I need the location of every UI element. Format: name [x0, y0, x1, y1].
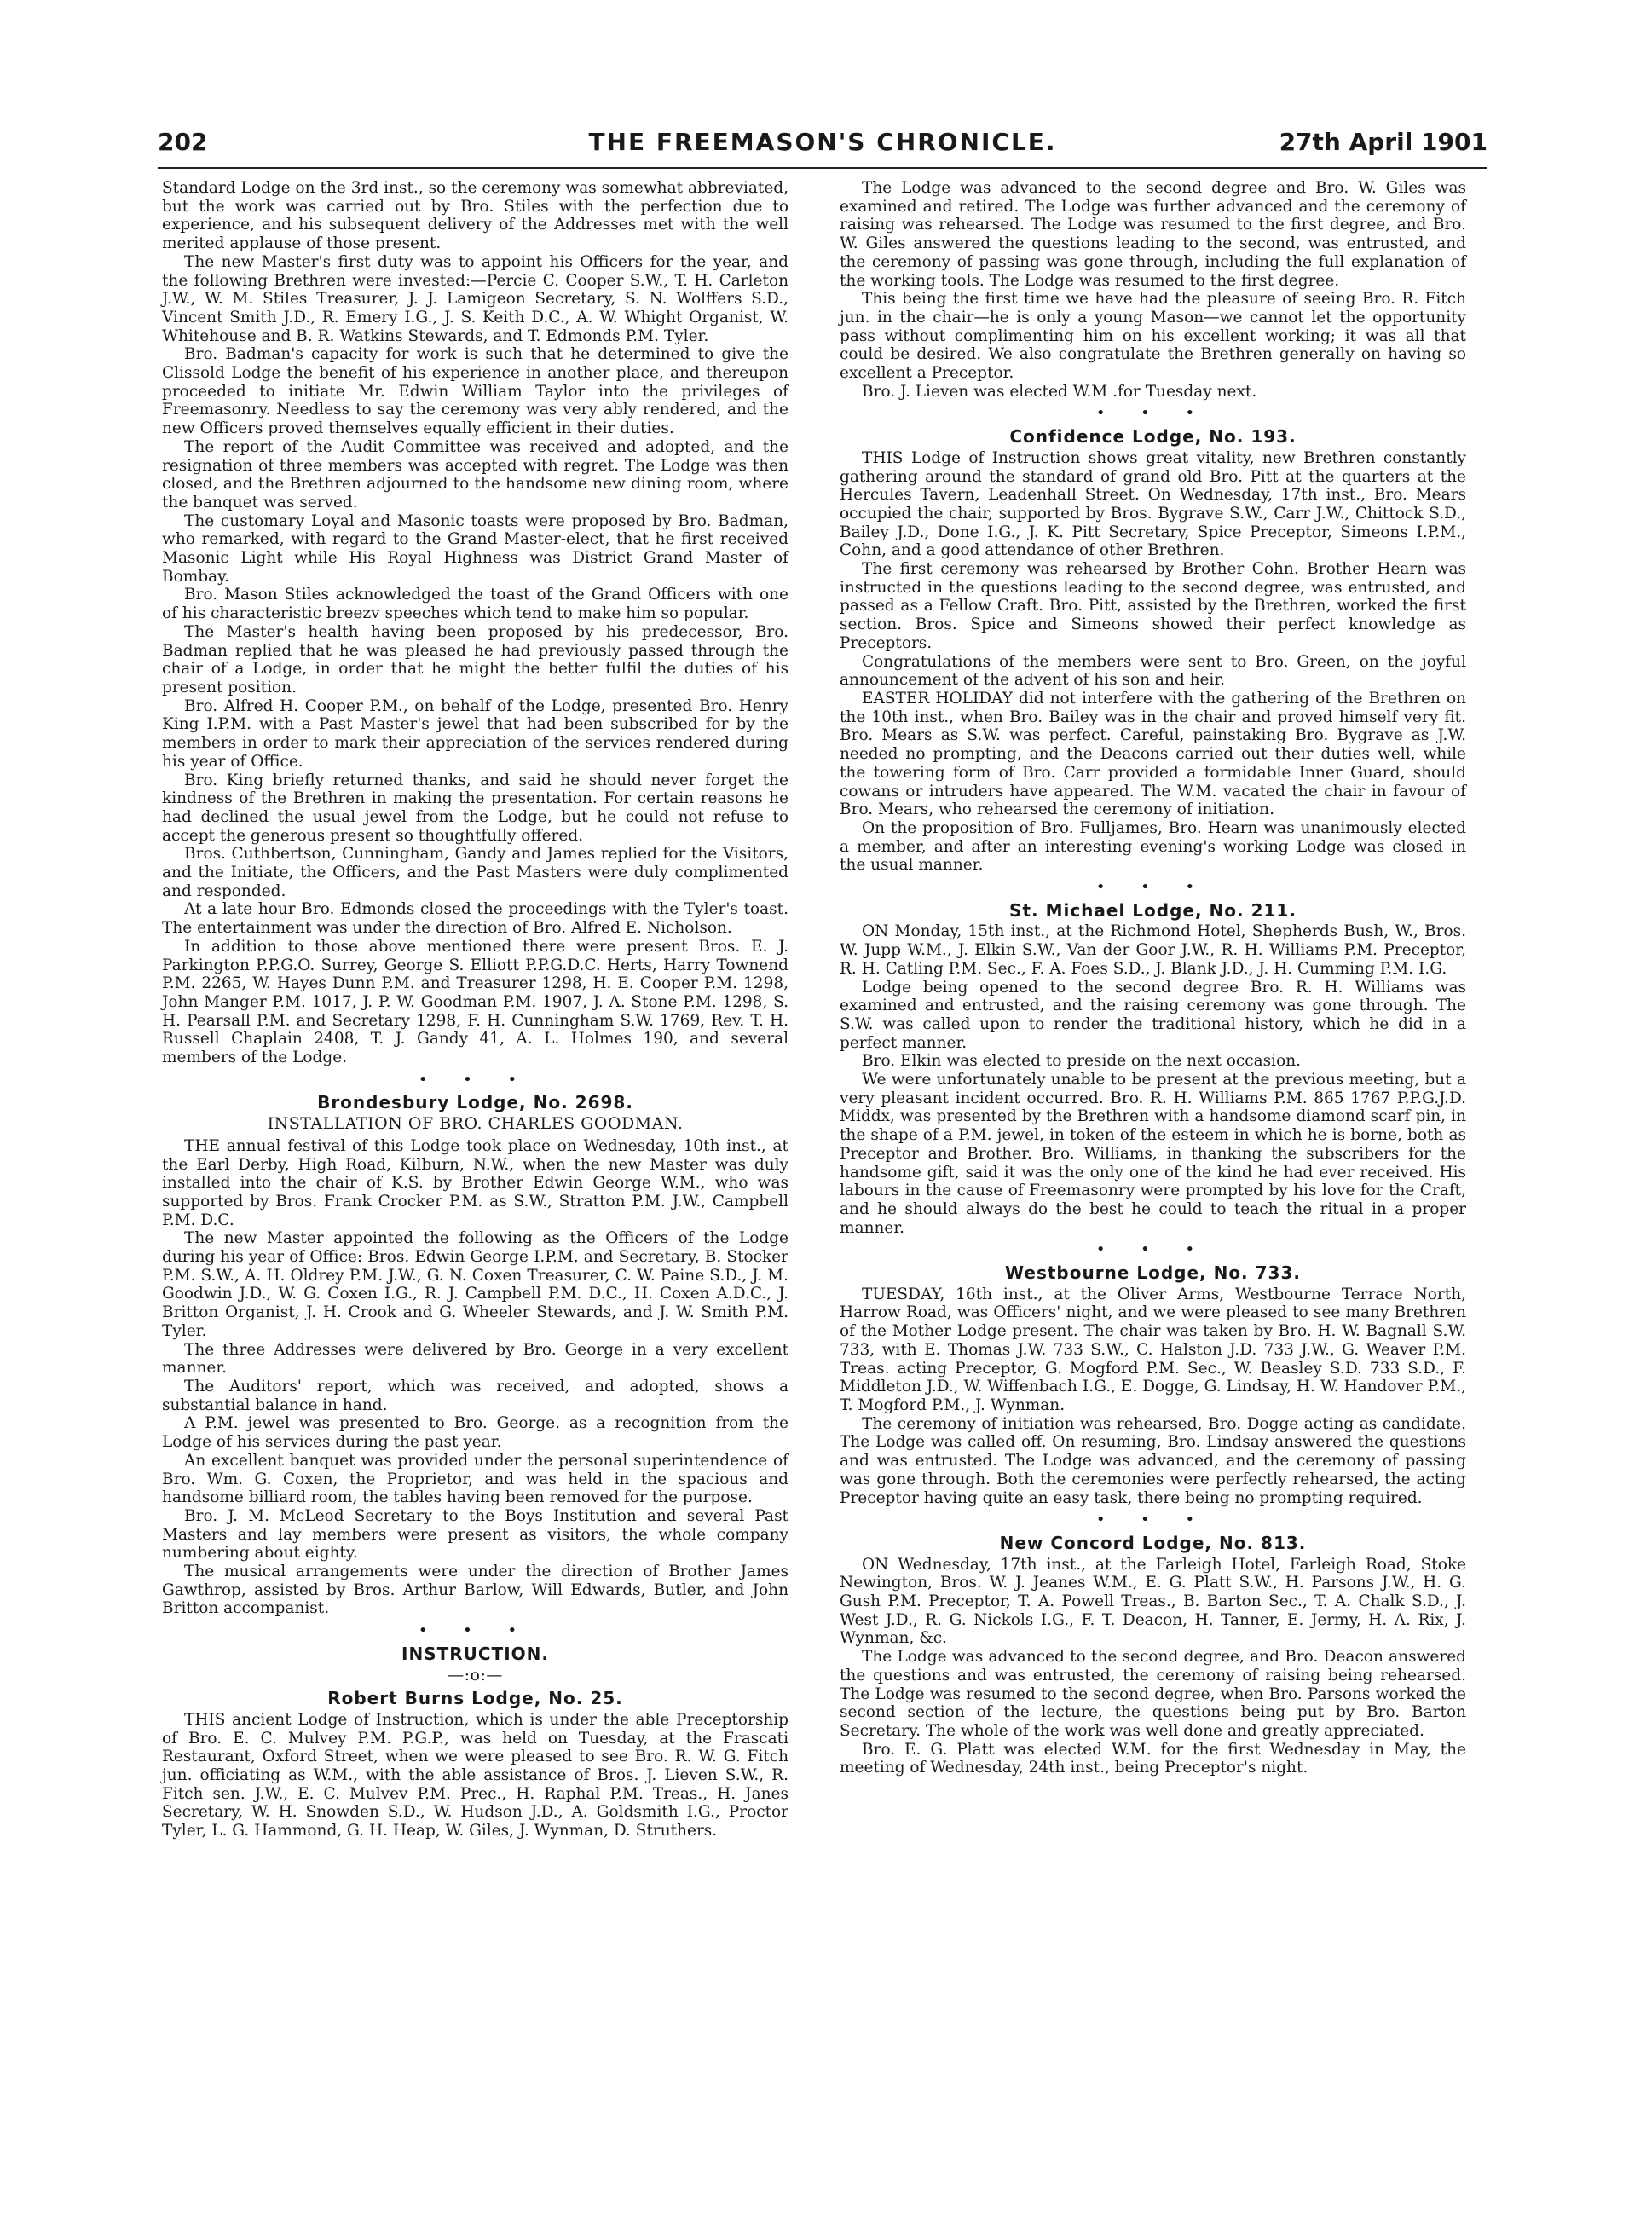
- left-column: [162, 179, 788, 1840]
- paragraph: Bros. Cuthbertson, Cunningham, Gandy and James replied for the Visitors, and the Initiate, the Officers, and the Past Masters were duly complimented and responded.: [162, 845, 788, 900]
- lead-word: THIS: [184, 1710, 226, 1729]
- lead-word: ON: [862, 1555, 889, 1574]
- paragraph: The ceremony of initiation was rehearsed, Bro. Dogge acting as candidate. The Lodge was called off. On resuming, Bro. Lindsay answered the questions and was entrusted. The Lodge was advanced, and the ceremony of passing was gone through. Both the ceremonies were perfectly rehearsed, the acting Preceptor having quite an easy task, there being no prompting required.: [840, 1414, 1466, 1507]
- section-ornament: • • •: [418, 1070, 533, 1089]
- paragraph-text: Wednesday, 17th inst., at the Farleigh Hotel, Farleigh Road, Stoke Newington, Bros. W. J. Jeanes W.M., E. G. Platt S.W., H. Parsons J.W., H. G. Gush P.M. Preceptor, T. A. Powell Treas., B. Barton Sec., T. A. Chalk S.D., J. West J.D., R. G. Nickols I.G., F. T. Deacon, H. Tanner, E. Jermy, H. A. Rix, J. Wynman, &c.: [840, 1555, 1466, 1648]
- paragraph: In addition to those above mentioned there were present Bros. E. J. Parkington P.P.G.O. Surrey, George S. Elliott P.P.G.D.C. Herts, Harry Townend P.M. 2265, W. Hayes Dunn P.M. and Treasurer 1298, H. E. Cooper P.M. 1298, John Manger P.M. 1017, J. P. W. Goodman P.M. 1907, J. A. Stone P.M. 1298, S. H. Pearsall P.M. and Secretary 1298, F. H. Cunningham S.W. 1769, Rev. T. H. Russell Chaplain 2408, T. J. Gandy 41, A. L. Holmes 190, and several members of the Lodge.: [162, 937, 788, 1067]
- paragraph: Bro. King briefly returned thanks, and said he should never forget the kindness of the Brethren in making the presentation. For certain reasons he had declined the usual jewel from the Lodge, but he could not refuse to accept the generous present so thoughtfully offered.: [162, 771, 788, 845]
- section-ornament: • • •: [1095, 878, 1210, 897]
- paragraph-text: 16th inst., at the Oliver Arms, Westbourne Terrace North, Harrow Road, was Officers' night, and we were pleased to see many Brethren of the Mother Lodge present. The chair was taken by Bro. H. W. Bagnall S.W. 733, with E. Thomas J.W. 733 S.W., C. Halston J.D. 733 J.W., G. Weaver P.M. Treas. acting Preceptor, G. Mogford P.M. Sec., W. Beasley S.D. 733 S.D., F. Middleton J.D., W. Wiffenbach I.G., E. Dogge, G. Lindsay, H. W. Handover P.M., T. Mogford P.M., J. Wynman.: [840, 1285, 1466, 1414]
- paragraph: The Master's health having been proposed by his predecessor, Bro. Badman replied that he was pleased he had previously passed through the chair of a Lodge, in order that he might the better fulfil the duties of his present position.: [162, 622, 788, 696]
- paragraph: On the proposition of Bro. Fulljames, Bro. Hearn was unanimously elected a member, and after an interesting evening's working Lodge was closed in the usual manner.: [840, 818, 1466, 875]
- masthead-title: THE FREEMASON'S CHRONICLE.: [588, 128, 1057, 156]
- paragraph: Bro. J. M. McLeod Secretary to the Boys Institution and several Past Masters and lay members were present as visitors, the whole company numbering about eighty.: [162, 1506, 788, 1563]
- paragraph: Bro. J. Lieven was elected W.M .for Tuesday next.: [862, 382, 1257, 401]
- page-header: [158, 128, 1487, 164]
- paragraph: We were unfortunately unable to be present at the previous meeting, but a very pleasant incident occurred. Bro. R. H. Williams P.M. 865 1767 P.P.G.J.D. Middx, was presented by the Brethren with a handsome diamond scarf pin, in the shape of a P.M. jewel, in token of the esteem in which he is borne, both as Preceptor and Brother. Bro. Williams, in thanking the subscribers for the handsome gift, said it was the only one of the kind he had ever received. His labours in the cause of Freemasonry were prompted by his love for the Craft, and he should always do the best he could to teach the ritual in a proper manner.: [840, 1071, 1466, 1237]
- paragraph: [162, 1711, 788, 1840]
- header-rule: [158, 167, 1487, 169]
- section-heading-confidence: Confidence Lodge, No. 193.: [1009, 426, 1297, 448]
- paragraph: [840, 449, 1466, 560]
- paragraph: Bro. Elkin was elected to preside on the next occasion.: [862, 1052, 1302, 1071]
- lead-word: THE: [184, 1136, 220, 1155]
- lead-word: THIS: [862, 448, 904, 467]
- paragraph: The report of the Audit Committee was received and adopted, and the resignation of three members was accepted with regret. The Lodge was then closed, and the Brethren adjourned to the handsome new dining room, where the banquet was served.: [162, 437, 788, 511]
- paragraph: A P.M. jewel was presented to Bro. George. as a recognition from the Lodge of his services during the past year.: [162, 1414, 788, 1452]
- paragraph: Bro. Alfred H. Cooper P.M., on behalf of the Lodge, presented Bro. Henry King I.P.M. with a Past Master's jewel that had been subscribed for by the members in order to mark their appreciation of the services rendered during his year of Office.: [162, 696, 788, 771]
- section-heading-brondesbury: Brondesbury Lodge, No. 2698.: [317, 1092, 633, 1113]
- paragraph: Congratulations of the members were sent to Bro. Green, on the joyful announcement of the advent of his son and heir.: [840, 652, 1466, 690]
- paragraph: Lodge being opened to the second degree Bro. R. H. Williams was examined and entrusted, and the raising ceremony was gone through. The S.W. was called upon to render the traditional history, which he did in a perfect manner.: [840, 978, 1466, 1052]
- section-ornament: • • •: [418, 1621, 533, 1640]
- section-ornament: • • •: [1095, 1511, 1210, 1529]
- paragraph: Standard Lodge on the 3rd inst., so the ceremony was somewhat abbreviated, but the work was carried out by Bro. Stiles with the perfection due to experience, and his subsequent delivery of the Addresses met with the well merited applause of those present.: [162, 179, 788, 253]
- section-ornament: • • •: [1095, 1240, 1210, 1259]
- paragraph-text: ancient Lodge of Instruction, which is under the able Preceptorship of Bro. E. C. Mulvey P.M. P.G.P., was held on Tuesday, at the Frascati Restaurant, Oxford Street, when we were pleased to see Bro. R. W. G. Fitch jun. officiating as W.M., with the able assistance of Bros. J. Lieven S.W., R. Fitch sen. J.W., E. C. Mulvev P.M. Prec., H. Raphal P.M. Treas., H. Janes Secretary, W. H. Snowden S.D., W. Hudson J.D., A. Goldsmith I.G., Proctor Tyler, L. G. Hammond, G. H. Heap, W. Giles, J. Wynman, D. Struthers.: [162, 1710, 788, 1840]
- section-heading-st-michael: St. Michael Lodge, No. 211.: [1009, 899, 1297, 921]
- paragraph-text: annual festival of this Lodge took place on Wednesday, 10th inst., at the Earl Derby, High Road, Kilburn, N.W., when the new Master was duly installed into the chair of K.S. by Brother Edwin George W.M., who was supported by Bros. Frank Crocker P.M. as S.W., Stratton P.M. J.W., Campbell P.M. D.C.: [162, 1136, 788, 1229]
- paragraph: [840, 922, 1466, 978]
- paragraph: The new Master's first duty was to appoint his Officers for the year, and the following Brethren were invested:—Percie C. Cooper S.W., T. H. Carleton J.W., W. M. Stiles Treasurer, J. J. Lamigeon Secretary, S. N. Wolffers S.D., Vincent Smith J.D., R. Emery I.G., J. S. Keith D.C., A. W. Whight Organist, W. Whitehouse and B. R. Watkins Stewards, and T. Edmonds P.M. Tyler.: [162, 252, 788, 345]
- lead-word: EASTER HOLIDAY: [862, 689, 1013, 708]
- paragraph: Bro. Mason Stiles acknowledged the toast of the Grand Officers with one of his characteristic breezv speeches which tend to make him so popular.: [162, 586, 788, 623]
- paragraph: Bro. E. G. Platt was elected W.M. for the first Wednesday in May, the meeting of Wednesday, 24th inst., being Preceptor's night.: [840, 1740, 1466, 1777]
- section-heading-westbourne: Westbourne Lodge, No. 733.: [1005, 1263, 1301, 1284]
- paragraph: The Lodge was advanced to the second degree, and Bro. Deacon answered the questions and was entrusted, the ceremony of raising being rehearsed. The Lodge was resumed to the second degree, when Bro. Parsons worked the second section of the lecture, the questions being put by Bro. Barton Secretary. The whole of the work was well done and greatly appreciated.: [840, 1648, 1466, 1740]
- paragraph: [840, 1286, 1466, 1415]
- paragraph: The new Master appointed the following as the Officers of the Lodge during his year of Office: Bros. Edwin George I.P.M. and Secretary, B. Stocker P.M. S.W., A. H. Oldrey P.M. J.W., G. N. Coxen Treasurer, C. W. Paine S.D., J. M. Goodwin J.D., W. G. Coxen I.G., R. J. Campbell P.M. D.C., H. Coxen A.D.C., J. Britton Organist, J. H. Crook and G. Wheeler Stewards, and J. W. Smith P.M. Tyler.: [162, 1229, 788, 1340]
- paragraph: The three Addresses were delivered by Bro. George in a very excellent manner.: [162, 1340, 788, 1378]
- section-heading-instruction: INSTRUCTION.: [401, 1643, 549, 1664]
- paragraph: At a late hour Bro. Edmonds closed the proceedings with the Tyler's toast. The entertainment was under the direction of Bro. Alfred E. Nicholson.: [162, 900, 788, 938]
- paragraph: The first ceremony was rehearsed by Brother Cohn. Brother Hearn was instructed in the questions leading to the second degree, was entrusted, and passed as a Fellow Craft. Bro. Pitt, assisted by the Brethren, worked the first section. Bros. Spice and Simeons showed their perfect knowledge as Preceptors.: [840, 560, 1466, 652]
- section-ornament: • • •: [1095, 404, 1210, 423]
- lead-word: TUESDAY,: [862, 1285, 945, 1303]
- paragraph: The Lodge was advanced to the second degree and Bro. W. Giles was examined and retired. The Lodge was further advanced and the ceremony of raising was rehearsed. The Lodge was resumed to the first degree, and Bro. W. Giles answered the questions leading to the second, was entrusted, and the ceremony of passing was gone through, including the full explanation of the working tools. The Lodge was resumed to the first degree.: [840, 179, 1466, 290]
- issue-date: 27th April 1901: [1279, 128, 1487, 156]
- lead-word: ON: [862, 922, 889, 941]
- paragraph: An excellent banquet was provided under the personal superintendence of Bro. Wm. G. Coxen, the Proprietor, and was held in the spacious and handsome billiard room, the tables having been removed for the purpose.: [162, 1451, 788, 1507]
- paragraph: This being the first time we have had the pleasure of seeing Bro. R. Fitch jun. in the chair—he is only a young Mason—we cannot let the opportunity pass without complimenting him on his excellent working; it was all that could be desired. We also congratulate the Brethren generally on having so excellent a Preceptor.: [840, 290, 1466, 383]
- paragraph: Bro. Badman's capacity for work is such that he determined to give the Clissold Lodge the benefit of his experience in another place, and thereupon proceeded to initiate Mr. Edwin William Taylor into the privileges of Freemasonry. Needless to say the ceremony was very ably rendered, and the new Officers proved themselves equally efficient in their duties.: [162, 345, 788, 438]
- paragraph: [840, 690, 1466, 819]
- paragraph: [162, 1137, 788, 1230]
- section-divider: —:o:—: [448, 1665, 503, 1684]
- paragraph: The musical arrangements were under the direction of Brother James Gawthrop, assisted by Bros. Arthur Barlow, Will Edwards, Butler, and John Britton accompanist.: [162, 1563, 788, 1618]
- paragraph-text: Monday, 15th inst., at the Richmond Hotel, Shepherds Bush, W., Bros. W. Jupp W.M., J. Elkin S.W., Van der Goor J.W., R. H. Williams P.M. Preceptor, R. H. Catling P.M. Sec., F. A. Foes S.D., J. Blank J.D., J. H. Cumming P.M. I.G.: [840, 922, 1466, 978]
- paragraph: The customary Loyal and Masonic toasts were proposed by Bro. Badman, who remarked, with regard to the Grand Master-elect, that he first received Masonic Light while His Royal Highness was District Grand Master of Bombay.: [162, 511, 788, 586]
- page-number: 202: [158, 128, 208, 156]
- paragraph: The Auditors' report, which was received, and adopted, shows a substantial balance in hand.: [162, 1378, 788, 1414]
- right-column: [840, 179, 1466, 1777]
- paragraph-text: Lodge of Instruction shows great vitality, new Brethren constantly gathering around the standard of grand old Bro. Pitt at the quarters at the Hercules Tavern, Leadenhall Street. On Wednesday, 17th inst., Bro. Mears occupied the chair, supported by Bros. Bygrave S.W., Carr J.W., Chittock S.D., Bailey J.D., Done I.G., J. K. Pitt Secretary, Spice Preceptor, Simeons I.P.M., Cohn, and a good attendance of other Brethren.: [840, 448, 1466, 560]
- paragraph: [840, 1556, 1466, 1649]
- paragraph-text: did not interfere with the gathering of the Brethren on the 10th inst., when Bro. Bailey was in the chair and proved himself very fit. Bro. Mears as S.W. was perfect. Careful, painstaking Bro. Bygrave as J.W. needed no prompting, and the Deacons carried out their duties well, while the towering form of Bro. Carr provided a formidable Inner Guard, should cowans or intruders have appeared. The W.M. vacated the chair in favour of Bro. Mears, who rehearsed the ceremony of initiation.: [840, 689, 1467, 819]
- section-subheading: INSTALLATION OF BRO. CHARLES GOODMAN.: [267, 1114, 684, 1134]
- section-heading-new-concord: New Concord Lodge, No. 813.: [999, 1532, 1307, 1553]
- section-heading-robert-burns: Robert Burns Lodge, No. 25.: [327, 1688, 623, 1709]
